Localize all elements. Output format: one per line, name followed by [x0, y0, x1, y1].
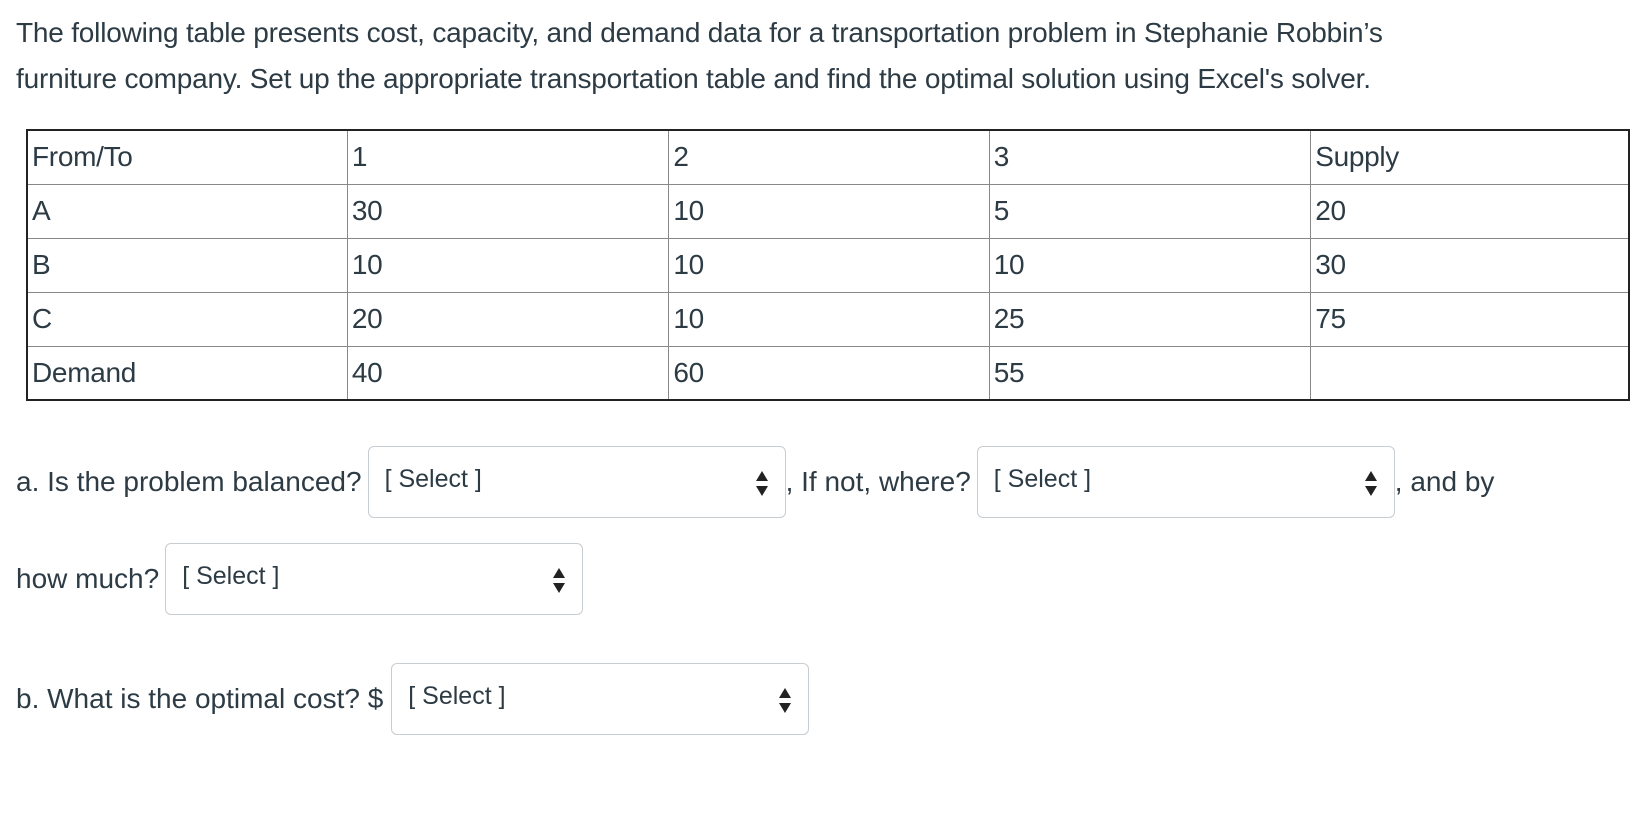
part-a-line-1 — [16, 446, 1494, 518]
optimal-cost-select[interactable] — [391, 663, 809, 735]
table-cell: 10 — [669, 292, 989, 346]
select-arrows-icon — [755, 469, 769, 499]
table-cell: 1 — [347, 130, 668, 184]
table-cell: 55 — [989, 346, 1310, 400]
table-row — [27, 292, 1629, 346]
table-cell: 60 — [669, 346, 989, 400]
where-question: , If not, where? — [785, 466, 971, 497]
table-cell: Supply — [1311, 130, 1629, 184]
table-cell: 3 — [989, 130, 1310, 184]
how-much-question: how much? — [16, 563, 160, 594]
table-cell: 40 — [347, 346, 668, 400]
table-cell: 75 — [1311, 292, 1629, 346]
and-by-text: , and by — [1394, 466, 1495, 497]
table-row — [27, 184, 1629, 238]
table-cell: 10 — [989, 238, 1310, 292]
how-much-select[interactable] — [165, 543, 583, 615]
table-cell: A — [27, 184, 347, 238]
where-select-value: [ Select ] — [993, 465, 1092, 493]
table-cell: B — [27, 238, 347, 292]
select-arrows-icon — [552, 566, 566, 596]
table-cell: 25 — [989, 292, 1310, 346]
table-cell — [1311, 346, 1629, 400]
select-arrows-icon — [778, 686, 792, 716]
part-a-line-2 — [16, 543, 583, 615]
select-arrows-icon — [1364, 469, 1378, 499]
table-cell: 5 — [989, 184, 1310, 238]
table-row — [27, 346, 1629, 400]
balanced-question: a. Is the problem balanced? — [16, 466, 362, 497]
table-cell: 30 — [347, 184, 668, 238]
table-cell: 20 — [1311, 184, 1629, 238]
table-cell: 10 — [347, 238, 668, 292]
how-much-select-value: [ Select ] — [182, 562, 280, 590]
table-row — [27, 238, 1629, 292]
where-select[interactable] — [977, 446, 1395, 518]
intro-line-1: The following table presents cost, capacity, and demand data for a transportation problem in Stephanie Robbin’s — [16, 17, 1383, 48]
table-cell: Demand — [27, 346, 347, 400]
question-text — [16, 10, 1636, 102]
table-cell: 2 — [669, 130, 989, 184]
balanced-select[interactable] — [368, 446, 786, 518]
table-cell: 10 — [669, 184, 989, 238]
optimal-cost-question: b. What is the optimal cost? $ — [16, 683, 384, 714]
table-row — [27, 130, 1629, 184]
table-cell: 30 — [1311, 238, 1629, 292]
table-cell: From/To — [27, 130, 347, 184]
part-b-line — [16, 663, 809, 735]
table-cell: C — [27, 292, 347, 346]
table-cell: 10 — [669, 238, 989, 292]
table-cell: 20 — [347, 292, 668, 346]
intro-line-2: furniture company. Set up the appropriate transportation table and find the optimal solution using Excel's solver. — [16, 63, 1371, 94]
optimal-cost-select-value: [ Select ] — [408, 682, 506, 710]
balanced-select-value: [ Select ] — [384, 465, 482, 493]
transportation-table — [26, 129, 1630, 401]
